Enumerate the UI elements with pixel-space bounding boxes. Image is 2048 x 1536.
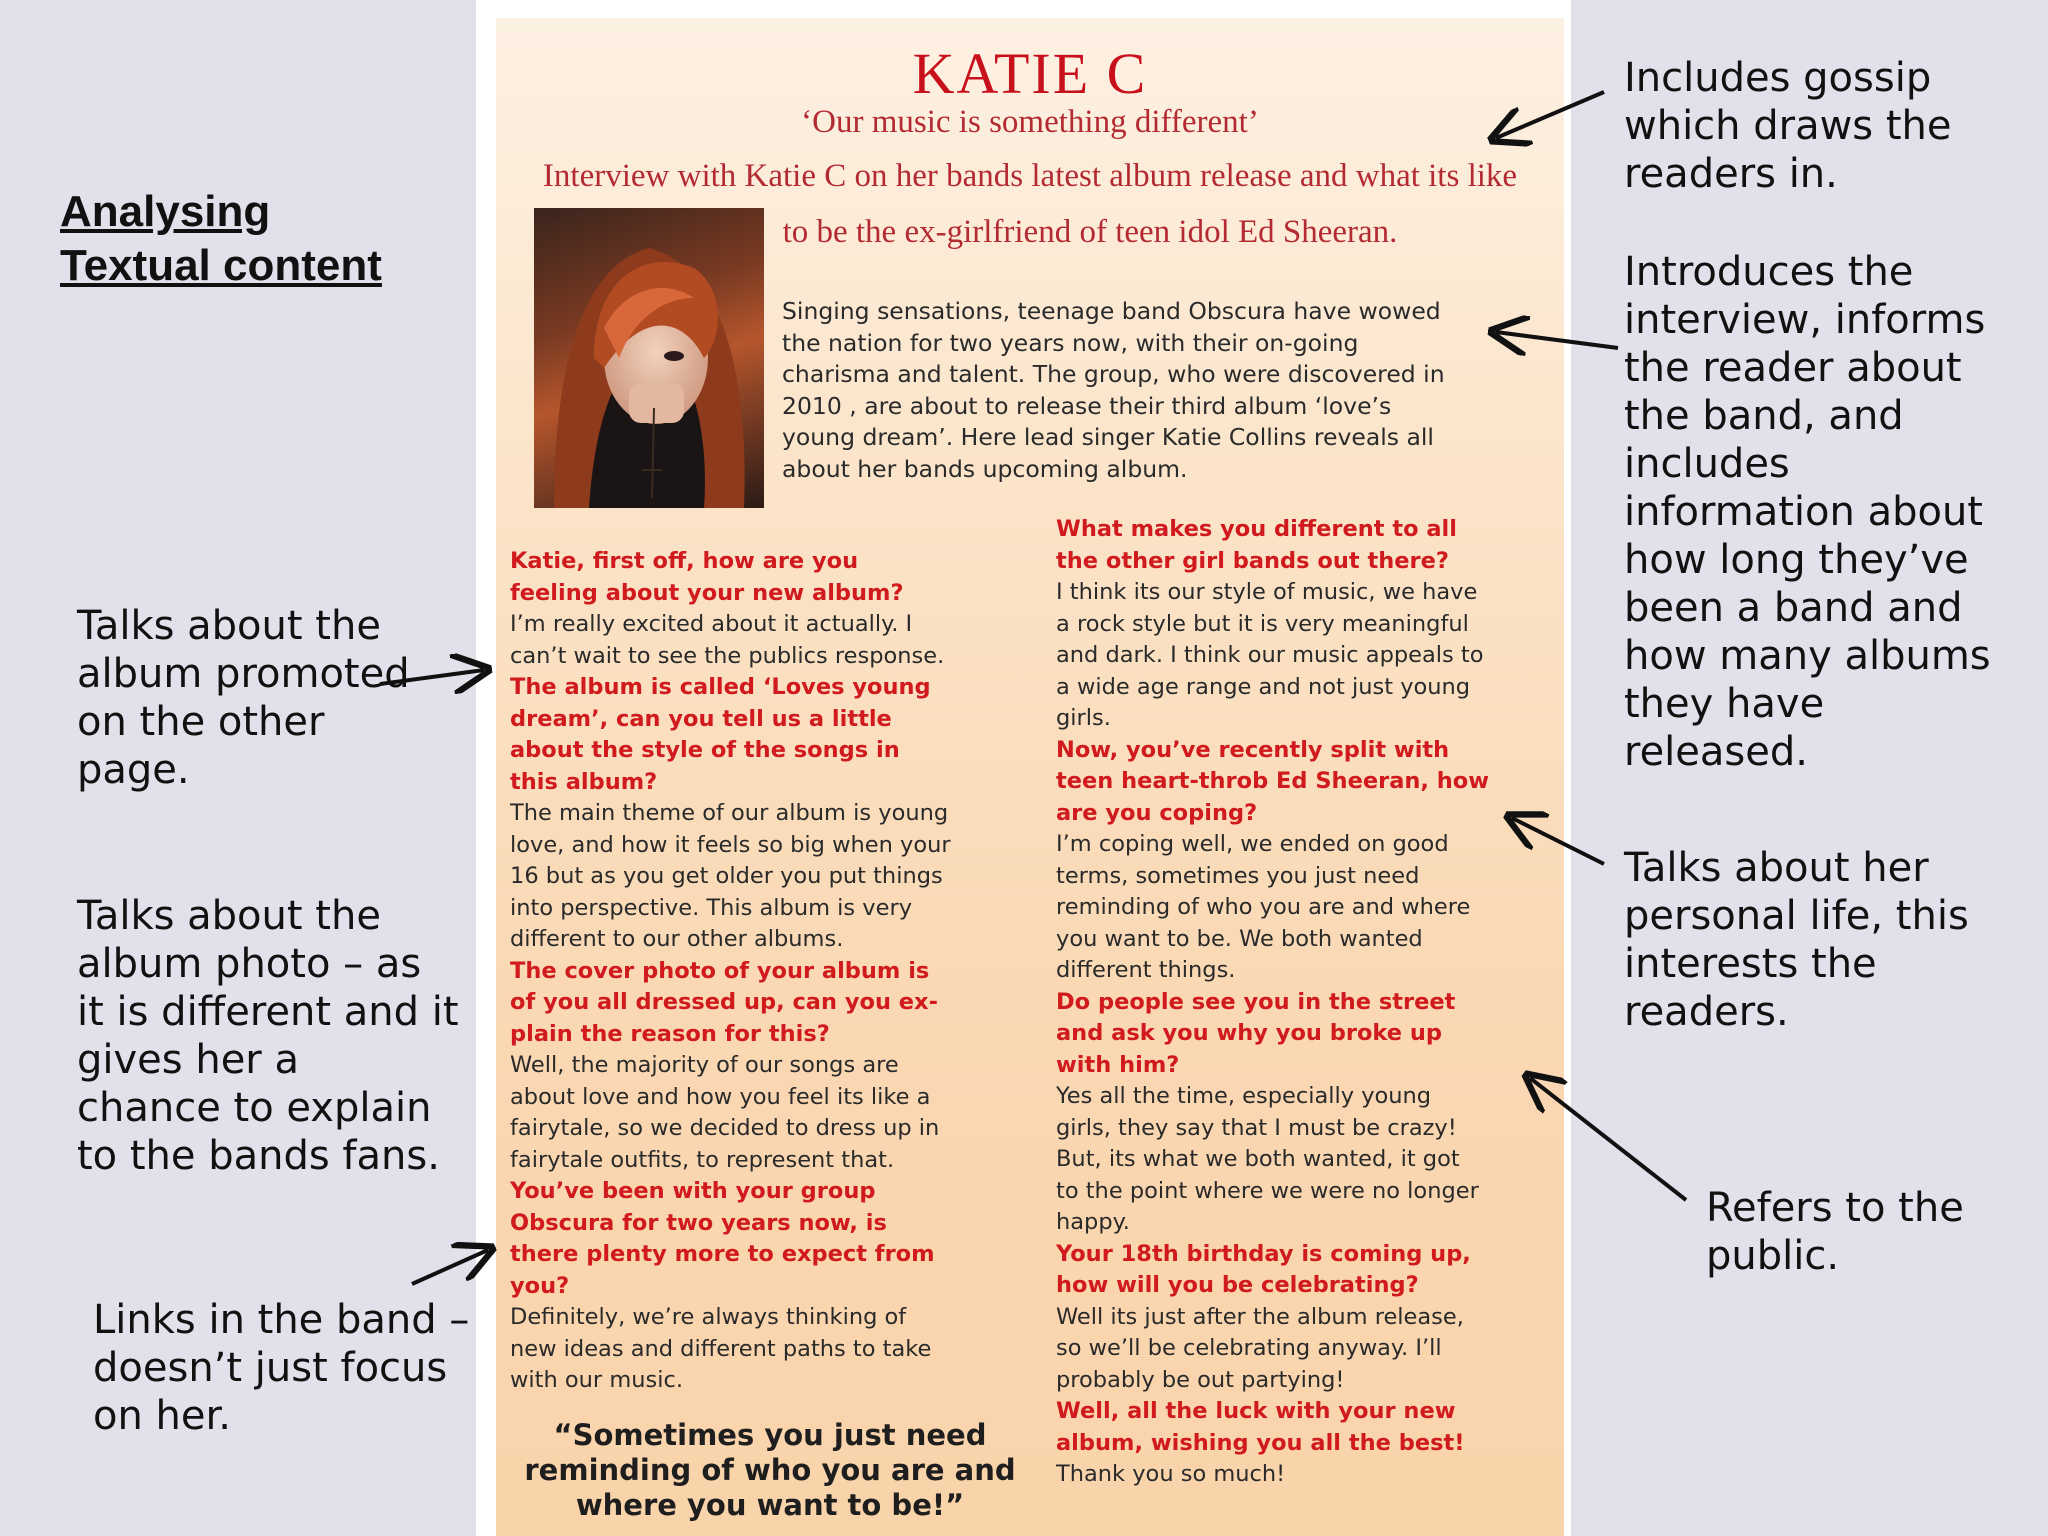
interview-question-line: you? <box>510 1272 570 1299</box>
interview-answer-line: a wide age range and not just young <box>1056 673 1471 700</box>
text-line: Links in the band – <box>93 1297 470 1343</box>
text-line: it is different and it <box>77 989 459 1035</box>
interview-answer-line: I’m really excited about it actually. I <box>510 611 913 637</box>
text-line: been a band and <box>1624 585 1963 631</box>
text-line: doesn’t just focus <box>93 1345 448 1391</box>
interview-answer-line: probably be out partying! <box>1056 1366 1345 1393</box>
interview-question-line: plain the reason for this? <box>510 1020 830 1047</box>
interview-question-line: Katie, first off, how are you <box>510 548 859 574</box>
interview-answer-line: you want to be. We both wanted <box>1056 925 1423 952</box>
interview-question-line: teen heart-throb Ed Sheeran, how <box>1056 768 1490 794</box>
text-line: 2010 , are about to release their third album ‘love’s <box>782 391 1392 420</box>
text-line: public. <box>1706 1233 1840 1279</box>
interview-answer-line: I’m coping well, we ended on good <box>1056 831 1449 857</box>
text-line: Talks about her <box>1624 845 1929 891</box>
text-line: interests the <box>1624 941 1877 987</box>
interview-question-line: Well, all the luck with your new <box>1056 1398 1456 1424</box>
text-line: the nation for two years now, with their on-going <box>782 328 1359 357</box>
interview-question-line: are you coping? <box>1056 799 1258 826</box>
text-line: on the other <box>77 699 325 745</box>
interview-answer-line: The main theme of our album is young <box>510 800 949 826</box>
interview-question-line: with him? <box>1056 1051 1180 1078</box>
text-line: they have <box>1624 681 1825 727</box>
text-line: chance to explain <box>77 1085 432 1131</box>
text-line: Talks about the <box>77 893 381 939</box>
text-line: page. <box>77 747 190 793</box>
interview-question-line: dream’, can you tell us a little <box>510 705 892 732</box>
interview-answer-line: Well its just after the album release, <box>1056 1303 1464 1330</box>
article-headline: KATIE C <box>912 41 1148 106</box>
text-line: Talks about the <box>77 603 381 649</box>
article-subhead-line-2: to be the ex-girlfriend of teen idol Ed Sheeran. <box>782 214 1398 250</box>
interview-answer-line: I think its our style of music, we have <box>1056 579 1478 605</box>
interview-question-line: about the style of the songs in <box>510 737 900 763</box>
interview-question-line: You’ve been with your group <box>510 1178 876 1204</box>
text-line: on her. <box>93 1393 231 1439</box>
interview-question-line: there plenty more to expect from <box>510 1241 935 1267</box>
interview-answer-line: into perspective. This album is very <box>510 894 913 921</box>
interview-question-line: how will you be celebrating? <box>1056 1272 1419 1298</box>
interview-question-line: this album? <box>510 768 658 795</box>
text-line: about her bands upcoming album. <box>782 454 1188 483</box>
interview-answer-line: happy. <box>1056 1209 1130 1235</box>
text-line: information about <box>1624 489 1983 535</box>
interview-answer-line: 16 but as you get older you put things <box>510 863 943 889</box>
text-line: to the bands fans. <box>77 1133 440 1179</box>
text-line: where you want to be!” <box>575 1488 965 1522</box>
interview-answer-line: reminding of who you are and where <box>1056 894 1471 920</box>
interview-answer-line: different to our other albums. <box>510 926 844 952</box>
interview-answer-line: Well, the majority of our songs are <box>510 1052 899 1078</box>
text-line: interview, informs <box>1624 297 1986 343</box>
interview-question-line: Obscura for two years now, is <box>510 1209 887 1236</box>
text-line: “Sometimes you just need <box>553 1418 987 1452</box>
text-line: reminding of who you are and <box>524 1453 1016 1487</box>
interview-question-line: Now, you’ve recently split with <box>1056 736 1450 763</box>
text-line: Refers to the <box>1706 1185 1964 1231</box>
interview-answer-line: love, and how it feels so big when your <box>510 831 951 858</box>
interview-question-line: the other girl bands out there? <box>1056 547 1449 574</box>
interview-answer-line: with our music. <box>510 1367 683 1393</box>
interview-question-line: Do people see you in the street <box>1056 988 1456 1015</box>
arrow-introduction <box>1496 332 1618 348</box>
text-line: album promoted <box>77 651 410 697</box>
interview-question-line: The cover photo of your album is <box>510 957 930 984</box>
interview-question-line: album, wishing you all the best! <box>1056 1429 1465 1456</box>
interview-answer-line: girls, they say that I must be crazy! <box>1056 1114 1457 1141</box>
interview-answer-line: different things. <box>1056 957 1236 983</box>
interview-answer-line: fairytale outfits, to represent that. <box>510 1146 895 1173</box>
interview-answer-line: can’t wait to see the publics response. <box>510 642 945 669</box>
text-line: young dream’. Here lead singer Katie Collins reveals all <box>782 423 1434 451</box>
interview-answer-line: Yes all the time, especially young <box>1056 1083 1432 1109</box>
article-tagline: ‘Our music is something different’ <box>801 104 1259 140</box>
text-line: the band, and <box>1624 393 1904 439</box>
interview-answer-line: But, its what we both wanted, it got <box>1056 1146 1460 1172</box>
interview-question-line: What makes you different to all <box>1056 516 1457 542</box>
slide-title-line-2: Textual content <box>60 241 382 290</box>
text-line: Includes gossip <box>1624 55 1932 101</box>
interview-question-line: Your 18th birthday is coming up, <box>1056 1240 1471 1267</box>
arrow-band <box>412 1250 488 1284</box>
text-line: includes <box>1624 441 1790 487</box>
text-line: Introduces the <box>1624 249 1914 295</box>
interview-answer-line: Thank you so much! <box>1056 1461 1286 1487</box>
text-line: charisma and talent. The group, who were discovered in <box>782 360 1445 388</box>
text-line: Singing sensations, teenage band Obscura have wowed <box>782 297 1441 325</box>
arrow-gossip <box>1496 92 1604 138</box>
arrow-public <box>1530 1078 1686 1200</box>
text-line: how many albums <box>1624 633 1991 679</box>
article-subhead-line-1: Interview with Katie C on her bands latest album release and what its like <box>542 158 1518 194</box>
interview-answer-line: so we’ll be celebrating anyway. I’ll <box>1056 1335 1442 1361</box>
text-line: released. <box>1624 729 1808 775</box>
interview-answer-line: and dark. I think our music appeals to <box>1056 642 1484 668</box>
slide-title-line-1: Analysing <box>60 187 271 236</box>
text-line: the reader about <box>1624 345 1962 391</box>
text-line: album photo – as <box>77 941 422 987</box>
interview-answer-line: girls. <box>1056 705 1111 731</box>
interview-answer-line: new ideas and different paths to take <box>510 1335 932 1362</box>
interview-answer-line: Definitely, we’re always thinking of <box>510 1304 907 1330</box>
arrow-album <box>380 670 484 684</box>
interview-answer-line: fairytale, so we decided to dress up in <box>510 1115 940 1141</box>
interview-answer-line: a rock style but it is very meaningful <box>1056 610 1469 637</box>
text-line: gives her a <box>77 1037 299 1083</box>
interview-answer-line: terms, sometimes you just need <box>1056 862 1420 889</box>
interview-question-line: and ask you why you broke up <box>1056 1020 1443 1046</box>
text-line: which draws the <box>1624 103 1952 149</box>
arrow-personal-life <box>1512 818 1604 864</box>
interview-question-line: The album is called ‘Loves young <box>510 674 931 700</box>
interview-question-line: feeling about your new album? <box>510 579 904 606</box>
text-line: how long they’ve <box>1624 537 1969 583</box>
text-line: readers in. <box>1624 151 1838 197</box>
interview-question-line: of you all dressed up, can you ex- <box>510 989 938 1015</box>
text-line: readers. <box>1624 989 1789 1035</box>
text-line: personal life, this <box>1624 893 1969 939</box>
interview-answer-line: to the point where we were no longer <box>1056 1177 1479 1204</box>
interview-answer-line: about love and how you feel its like a <box>510 1083 931 1110</box>
